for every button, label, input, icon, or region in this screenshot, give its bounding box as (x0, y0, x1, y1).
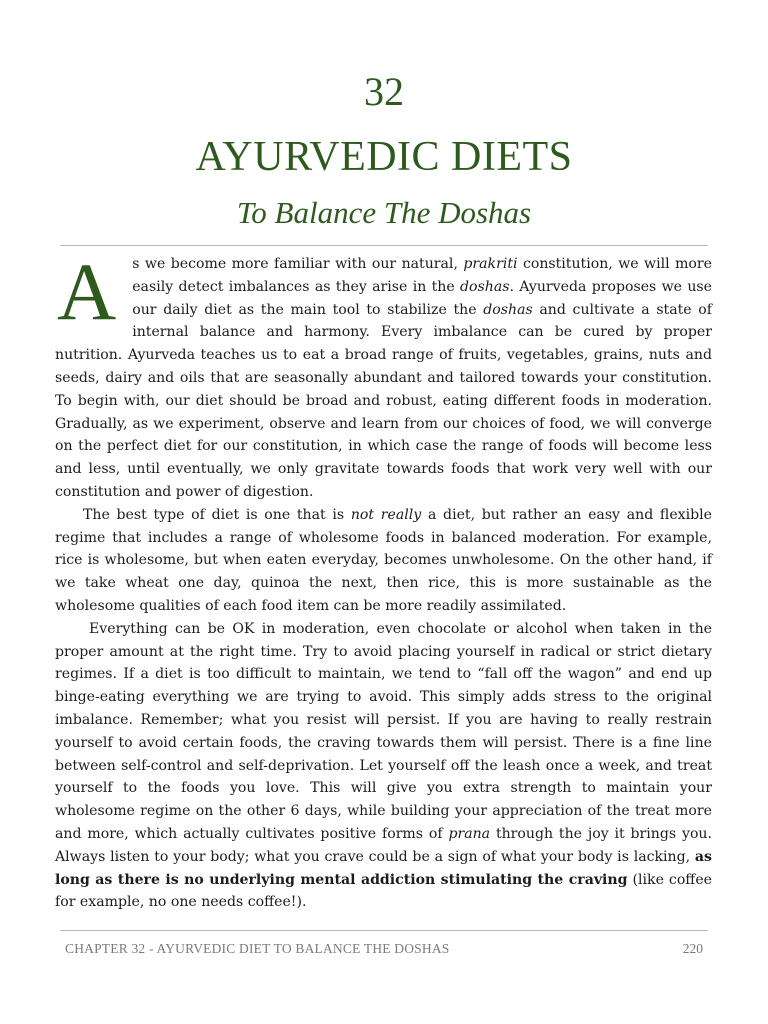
text-run: through the joy it brings you. Always listen to your body; what you crave could be a sign of what your body is lacking, (55, 825, 712, 865)
running-footer: CHAPTER 32 - AYURVEDIC DIET TO BALANCE THE DOSHAS (65, 941, 450, 956)
drop-cap: A (57, 246, 117, 337)
bold-text: as long as there is no underlying mental addiction stimulating the craving (55, 848, 712, 888)
emphasis-text: prana (448, 825, 491, 842)
text-run: constitution, we will more easily detect imbalances as they arise in the (132, 256, 712, 295)
text-run: The best type of diet is one that is (83, 506, 351, 523)
emphasis-text: not really (350, 506, 422, 523)
paragraph-3 (55, 618, 712, 914)
chapter-number: 32 (364, 69, 404, 114)
text-run: . Ayurveda proposes we use our daily diet as the main tool to stabilize the (132, 278, 712, 318)
text-run: Everything can be OK in moderation, even chocolate or alcohol when taken in the proper amount at the right time. Try to avoid placing yourself in radical or strict dietary regimes. If a diet is too difficult to maintain, we tend to “fall off the wagon” and end up binge-eating everything we are trying to avoid. This simply adds stress to the original imbalance. Remember; what you resist will persist. If you are having to really restrain yourself to avoid certain foods, the craving towards them will persist. There is a fine line between self-control and self-deprivation. Let yourself off the leash once a week, and treat yourself to the foods you love. This will give you extra strength to maintain your wholesome regime on the other 6 days, while building your appreciation of the treat more and more, which actually cultivates positive forms of (55, 620, 712, 842)
text-run: s we become more familiar with our natural, (132, 256, 464, 272)
chapter-title: AYURVEDIC DIETS (195, 134, 573, 180)
text-run: a diet, but rather an easy and flexible regime that includes a range of wholesome foods in balanced moderation. For example, rice is wholesome, but when eaten everyday, becomes unwholesome. On the other hand, if we take wheat one day, quinoa the next, then rice, this is more sustainable as the wholesome qualities of each food item can be more readily assimilated. (55, 506, 712, 614)
paragraph-1 (55, 246, 712, 504)
text-run: and cultivate a state of internal balance and harmony. Every imbalance can be cured by proper nutrition. Ayurveda teaches us to eat a broad range of fruits, vegetables, grains, nuts and seeds, dairy and oils that are seasonally abundant and tailored towards your constitution. To begin with, our diet should be broad and robust, eating different foods in moderation. Gradually, as we experiment, observe and learn from our choices of food, we will converge on the perfect diet for our constitution, in which case the range of foods will become less and less, until eventually, we only gravitate towards foods that work very well with our constitution and power of digestion. (55, 301, 712, 500)
emphasis-text: doshas (460, 278, 510, 295)
header-divider (60, 245, 708, 246)
paragraph-2 (55, 504, 712, 618)
body-text (55, 246, 713, 914)
emphasis-text: prakriti (463, 256, 518, 272)
emphasis-text: doshas (483, 301, 533, 318)
chapter-subtitle: To Balance The Doshas (236, 195, 532, 230)
footer-divider (60, 930, 708, 931)
text-run: (like coffee for example, no one needs coffee!). (55, 871, 713, 911)
page-number: 220 (682, 941, 703, 956)
